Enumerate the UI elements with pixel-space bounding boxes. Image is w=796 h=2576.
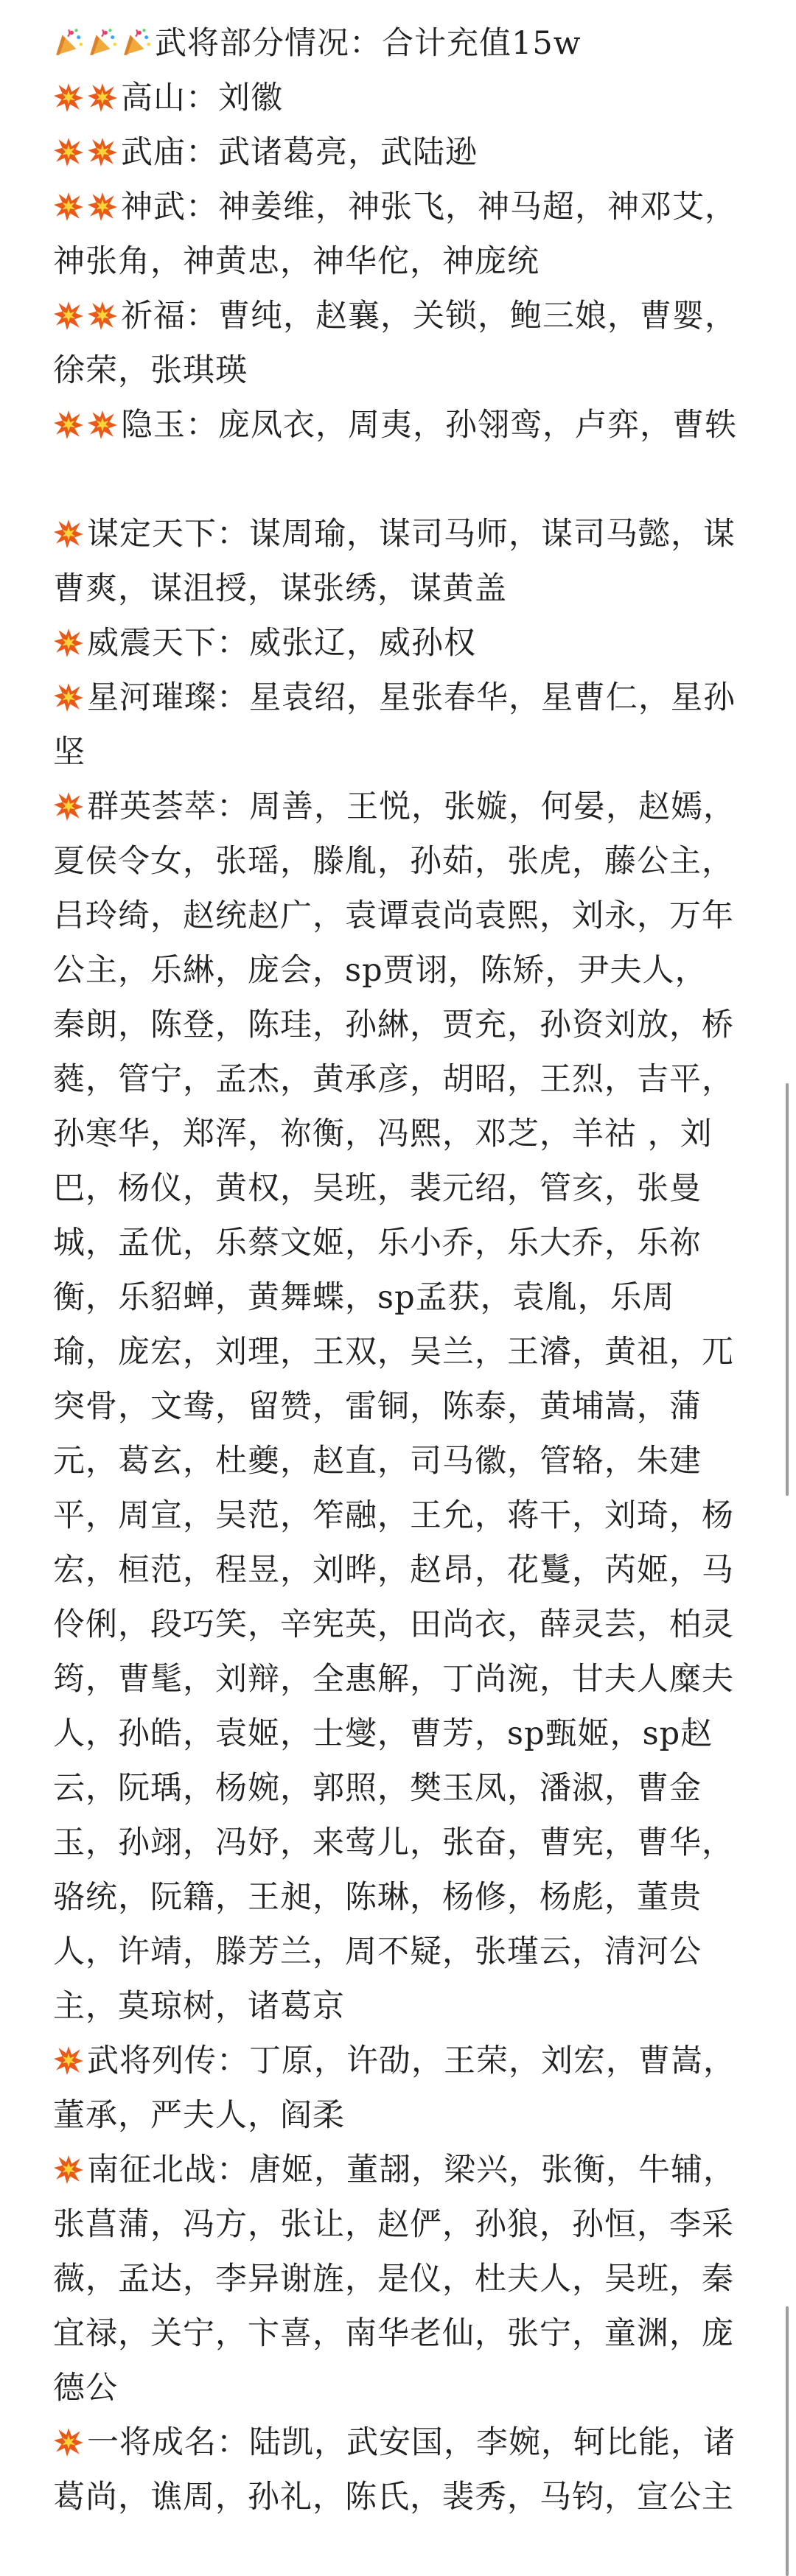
collision-icon bbox=[87, 136, 118, 167]
collision-icon bbox=[53, 300, 84, 331]
party-popper-icon bbox=[121, 27, 152, 58]
section-wujiangliezhuan bbox=[53, 2034, 739, 2143]
section-content: 陆凯，武安国，李婉，轲比能，诸葛尚，谯周，孙礼，陈氏，裴秀，马钧，宣公主 bbox=[53, 2424, 736, 2516]
collision-icon bbox=[53, 518, 84, 549]
collision-icon bbox=[87, 82, 118, 113]
section-gaoshan bbox=[53, 71, 739, 125]
section-content: 丁原，许劭，王荣，刘宏，曹嵩，董承，严夫人，阎柔 bbox=[53, 2043, 736, 2134]
section-label: 星河璀璨： bbox=[87, 679, 249, 716]
section-label: 神武： bbox=[121, 189, 218, 225]
collision-icon bbox=[87, 300, 118, 331]
section-shenwu bbox=[53, 180, 739, 289]
section-content: 唐姬，董翓，梁兴，张衡，牛辅，张菖蒲，冯方，张让，赵俨，孙狼，孙恒，李采薇，孟达，李异谢旌，是仪，杜夫人，吴班，秦宜禄，关宁，卞喜，南华老仙，张宁，童渊，庞德公 bbox=[53, 2152, 736, 2407]
collision-icon bbox=[87, 409, 118, 440]
section-label: 威震天下： bbox=[87, 625, 249, 662]
section-wumiao bbox=[53, 125, 739, 180]
section-qunyinghuicui bbox=[53, 780, 739, 2034]
section-content: 曹纯，赵襄，关锁，鲍三娘，曹婴，徐荣，张琪瑛 bbox=[53, 298, 737, 389]
collision-icon bbox=[53, 2045, 84, 2076]
section-yinyu bbox=[53, 398, 739, 452]
section-xinghecuican bbox=[53, 671, 739, 780]
section-label: 南征北战： bbox=[87, 2152, 249, 2188]
section-content: 周善，王悦，张嫙，何晏，赵嫣，夏侯令女，张瑶，滕胤，孙茹，张虎，藤公主，吕玲绮，赵统赵广，袁谭袁尚袁熙，刘永，万年公主，乐綝，庞会，sp贾诩，陈矫，尹夫人，秦朗，陈登，陈珪，孙綝，贾充，孙资刘放，桥蕤，管宁，孟杰，黄承彦，胡昭，王烈，吉平，孙寒华，郑浑，祢衡，冯熙，邓芝，羊祜 ，刘巴，杨仪，黄权，吴班，裴元绍，管亥，张曼城，孟优，乐蔡文姬，乐小乔，乐大乔，乐祢衡，乐貂蝉，黄舞蝶，sp孟获，袁胤，乐周瑜，庞宏，刘理，王双，吴兰，王濬，黄祖，兀突骨，文鸯，留赞，雷铜，陈泰，黄埔嵩，蒲元，葛玄，杜夔，赵直，司马徽，管辂，朱建平，周宣，吴范，笮融，王允，蒋干，刘琦，杨宏，桓范，程昱，刘晔，赵昂，花鬘，芮姬，马伶俐，段巧笑，辛宪英，田尚衣，薛灵芸，柏灵筠，曹髦，刘辩，全惠解，丁尚涴，甘夫人糜夫人，孙皓，袁姬，士燮，曹芳，sp甄姬，sp赵云，阮瑀，杨婉，郭照，樊玉凤，潘淑，曹金玉，孙翊，冯妤，来莺儿，张奋，曹宪，曹华，骆统，阮籍，王昶，陈琳，杨修，杨彪，董贵人，许靖，滕芳兰，周不疑，张瑾云，清河公主，莫琼树，诸葛京 bbox=[53, 788, 736, 2025]
collision-icon bbox=[53, 191, 84, 222]
section-label: 高山： bbox=[121, 80, 218, 116]
section-label: 群英荟萃： bbox=[87, 788, 249, 825]
collision-icon bbox=[53, 682, 84, 713]
section-content: 刘徽 bbox=[218, 80, 283, 116]
section-content: 武诸葛亮，武陆逊 bbox=[218, 134, 478, 171]
collision-icon bbox=[53, 2426, 84, 2457]
collision-icon bbox=[53, 627, 84, 658]
section-moudingtianxia bbox=[53, 507, 739, 616]
section-yijiangchengming bbox=[53, 2415, 739, 2524]
collision-icon bbox=[53, 2154, 84, 2185]
collision-icon bbox=[53, 82, 84, 113]
collision-icon bbox=[53, 409, 84, 440]
section-label: 武将列传： bbox=[87, 2043, 249, 2079]
header-text: 武将部分情况：合计充值15w bbox=[155, 25, 582, 62]
section-content: 谋周瑜，谋司马师，谋司马懿，谋曹爽，谋沮授，谋张绣，谋黄盖 bbox=[53, 516, 736, 607]
collision-icon bbox=[53, 136, 84, 167]
section-label: 隐玉： bbox=[121, 407, 218, 444]
section-content: 庞凤衣，周夷，孙翎鸾，卢弈，曹轶 bbox=[218, 407, 737, 444]
section-label: 谋定天下： bbox=[87, 516, 249, 553]
scroll-indicator bbox=[786, 1083, 789, 1496]
section-content: 威张辽，威孙权 bbox=[249, 625, 476, 662]
scroll-indicator bbox=[786, 2306, 789, 2576]
section-nanzhengbeizhan bbox=[53, 2143, 739, 2415]
section-weizhentianxia bbox=[53, 616, 739, 671]
section-label: 祈福： bbox=[121, 298, 218, 335]
section-label: 武庙： bbox=[121, 134, 218, 171]
section-content: 星袁绍，星张春华，星曹仁，星孙坚 bbox=[53, 679, 736, 771]
party-popper-icon bbox=[53, 27, 84, 58]
section-qifu bbox=[53, 289, 739, 398]
section-label: 一将成名： bbox=[87, 2424, 249, 2461]
header-line bbox=[53, 16, 739, 71]
section-content: 神姜维，神张飞，神马超，神邓艾，神张角，神黄忠，神华佗，神庞统 bbox=[53, 189, 737, 280]
collision-icon bbox=[53, 791, 84, 822]
collision-icon bbox=[87, 191, 118, 222]
party-popper-icon bbox=[87, 27, 118, 58]
